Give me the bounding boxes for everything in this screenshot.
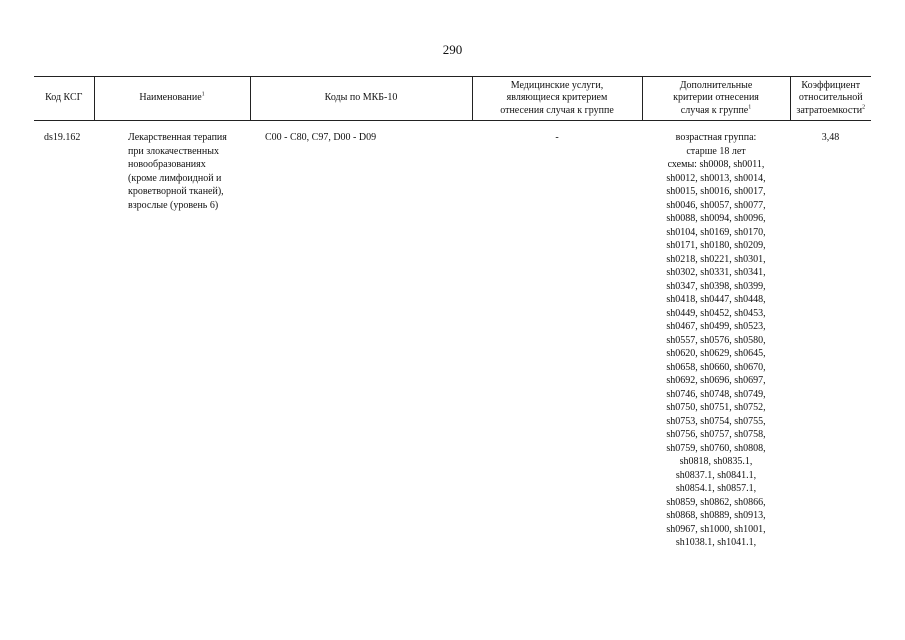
header-line: Код КСГ — [45, 92, 83, 104]
text-line: sh0859, sh0862, sh0866, — [666, 496, 766, 508]
header-line: затратоемкости$^2$ — [796, 104, 866, 116]
text-line: sh0015, sh0016, sh0017, — [666, 186, 766, 197]
cell-medical-services: - — [555, 132, 559, 143]
text-line: sh0868, sh0889, sh0913, — [666, 510, 766, 521]
text-line: sh0759, sh0760, sh0808, — [666, 442, 766, 454]
text-line: старше 18 лет — [686, 145, 746, 157]
text-line: sh0218, sh0221, sh0301, — [666, 253, 766, 265]
header-icd-codes — [250, 77, 472, 121]
text-line: (кроме лимфоидной и — [128, 172, 222, 184]
text-line: sh0302, sh0331, sh0341, — [666, 267, 766, 278]
text-line: sh0692, sh0696, sh0697, — [666, 375, 766, 386]
header-coefficient — [790, 77, 871, 121]
header-line: Коэффициент — [801, 79, 861, 91]
header-line: относительной — [798, 92, 863, 104]
text-line: sh0818, sh0835.1, — [679, 456, 753, 467]
text-line: sh0171, sh0180, sh0209, — [666, 240, 766, 251]
text-line: sh0620, sh0629, sh0645, — [666, 348, 766, 359]
text-line: sh0854.1, sh0857.1, — [675, 483, 757, 494]
text-line: sh0756, sh0757, sh0758, — [666, 429, 766, 440]
footnote-marker: 2 — [862, 104, 866, 111]
text-line: sh0750, sh0751, sh0752, — [666, 402, 766, 413]
footnote-marker: 1 — [201, 91, 205, 98]
header-line: Коды по МКБ-10 — [324, 92, 398, 104]
text-line: возрастная группа: — [675, 132, 757, 143]
header-name — [94, 77, 250, 121]
header-line: Дополнительные — [679, 79, 753, 91]
text-line: схемы: sh0008, sh0011, — [667, 159, 765, 170]
header-medical-services — [472, 77, 642, 121]
header-line: Медицинские услуги, — [510, 79, 604, 91]
header-line: случая к группе$^1$ — [680, 104, 752, 116]
header-line: отнесения случая к группе — [500, 104, 614, 116]
cell-additional-criteria — [642, 121, 790, 550]
header-additional-criteria — [642, 77, 790, 121]
table-row — [34, 121, 871, 550]
text-line: sh0449, sh0452, sh0453, — [666, 307, 766, 319]
table-header-row — [34, 77, 871, 121]
cell-coefficient: 3,48 — [821, 132, 840, 143]
text-line: sh0347, sh0398, sh0399, — [666, 280, 766, 292]
footnote-marker: 1 — [748, 104, 752, 111]
text-line: sh0557, sh0576, sh0580, — [666, 334, 766, 346]
text-line: sh0658, sh0660, sh0670, — [666, 361, 766, 373]
text-line: Лекарственная терапия — [128, 132, 227, 143]
header-line: критерии отнесения — [673, 92, 759, 104]
cell-ksg-code: ds19.162 — [44, 132, 81, 143]
header-line: Наименование$^1$ — [139, 91, 205, 104]
page-number: 290 — [442, 42, 463, 57]
text-line: sh0746, sh0748, sh0749, — [666, 388, 766, 400]
cell-icd-codes: C00 - C80, C97, D00 - D09 — [265, 132, 377, 143]
text-line: sh0418, sh0447, sh0448, — [666, 294, 766, 305]
text-line: sh0046, sh0057, sh0077, — [666, 199, 766, 211]
text-line: sh0967, sh1000, sh1001, — [666, 523, 766, 535]
header-line: являющиеся критерием — [506, 92, 608, 104]
text-line: sh0104, sh0169, sh0170, — [666, 226, 766, 238]
ksg-table — [34, 76, 871, 550]
header-ksg-code — [34, 77, 94, 121]
text-line: sh0467, sh0499, sh0523, — [666, 321, 766, 332]
text-line: sh0012, sh0013, sh0014, — [666, 172, 766, 184]
text-line: новообразованиях — [128, 159, 206, 170]
cell-name — [94, 121, 250, 550]
text-line: sh0088, sh0094, sh0096, — [666, 213, 766, 224]
text-line: sh0753, sh0754, sh0755, — [666, 415, 766, 427]
text-line: взрослые (уровень 6) — [128, 199, 219, 211]
text-line: sh0837.1, sh0841.1, — [675, 469, 757, 481]
text-line: при злокачественных — [128, 145, 219, 157]
text-line: кроветворной тканей), — [128, 186, 224, 197]
text-line: sh1038.1, sh1041.1, — [675, 537, 757, 548]
